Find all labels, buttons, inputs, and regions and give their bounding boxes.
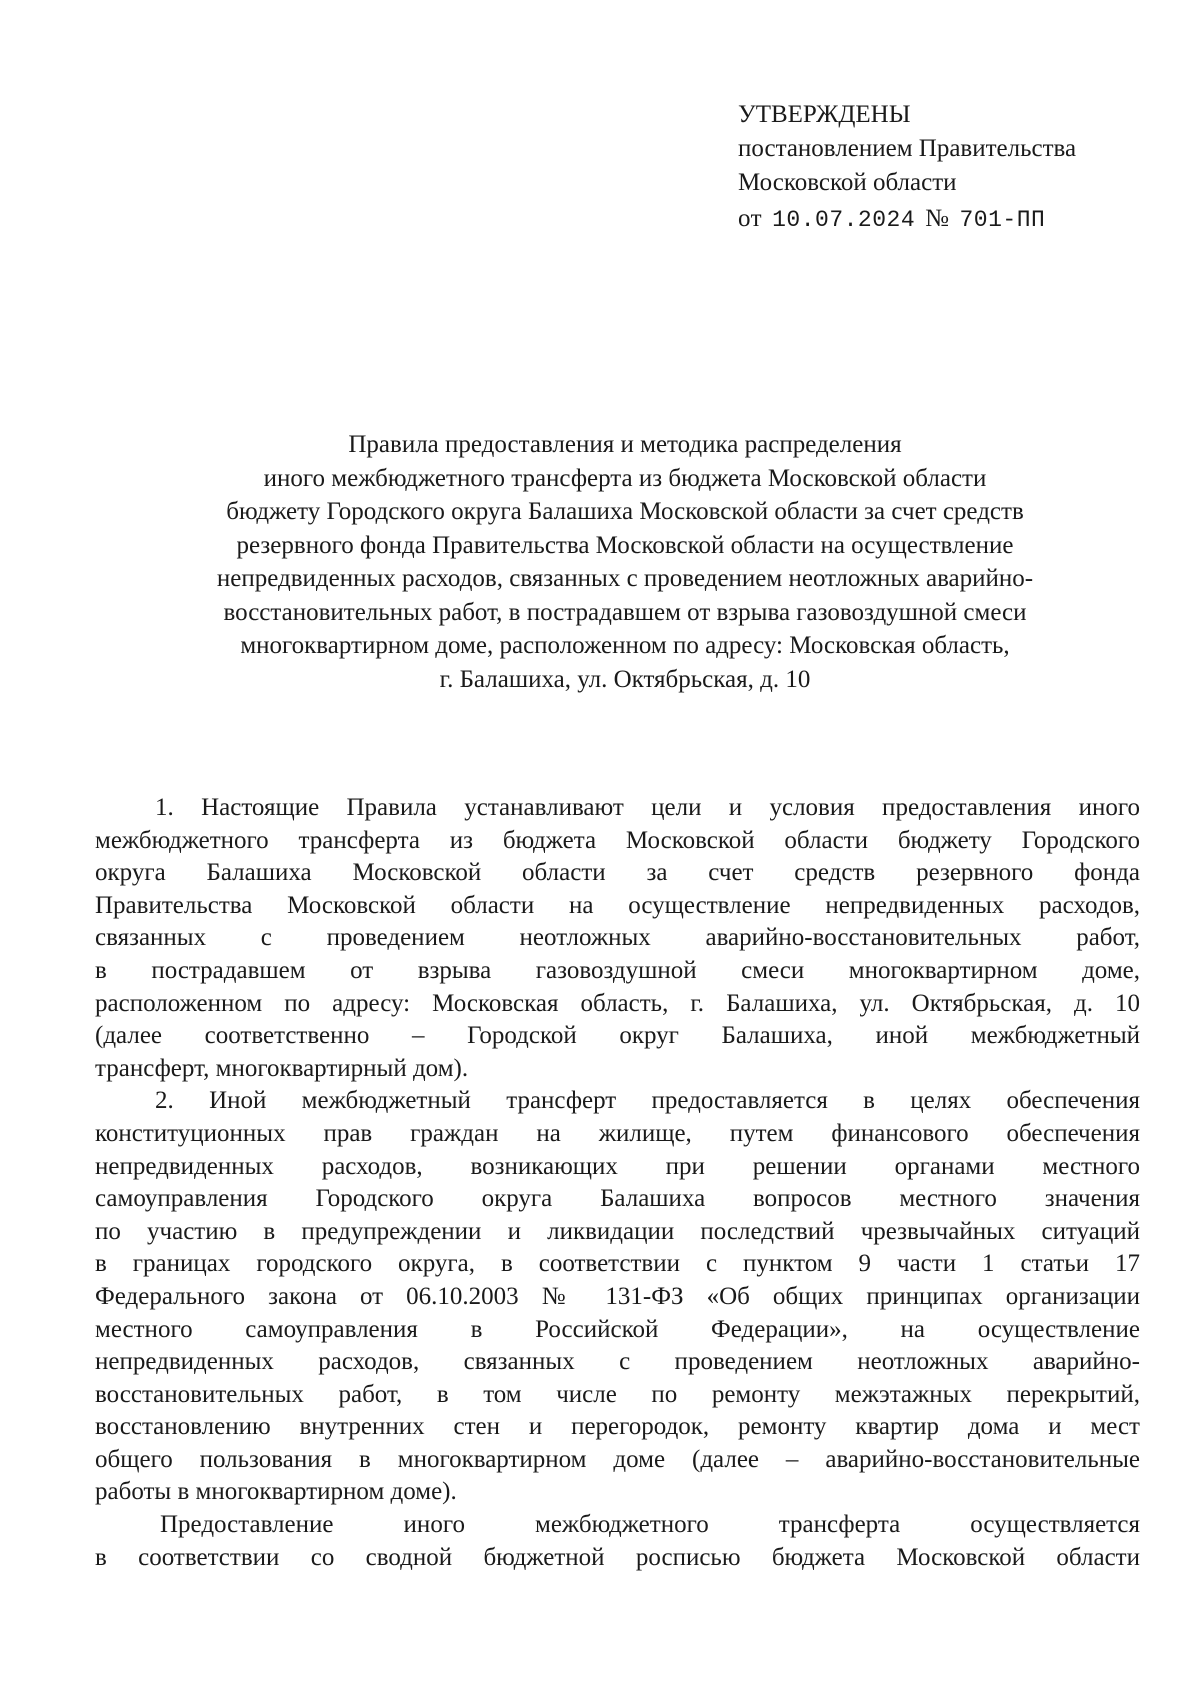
approval-number-sign: № — [925, 205, 950, 232]
title-line: многоквартирном доме, расположенном по адресу: Московская область, — [240, 632, 1010, 659]
paragraph-2 — [95, 1085, 1140, 1509]
approval-line-region: Московской области — [738, 169, 957, 196]
paragraph-line: конституционных прав граждан на жилище, путем финансового обеспечения — [95, 1119, 1140, 1147]
paragraph-line: в соответствии со сводной бюджетной росписью бюджета Московской области — [95, 1543, 1140, 1571]
approval-date: 10.07.2024 — [772, 207, 916, 233]
approval-stamp — [738, 98, 1158, 237]
paragraph-line: по участию в предупреждении и ликвидации последствий чрезвычайных ситуаций — [95, 1217, 1140, 1245]
title-line: иного межбюджетного трансферта из бюджета Московской области — [263, 464, 987, 492]
paragraph-line: восстановительных работ, в том числе по ремонту межэтажных перекрытий, — [95, 1380, 1140, 1408]
title-line: Правила предоставления и методика распределения — [348, 431, 902, 458]
paragraph-line: связанных с проведением неотложных аварийно-восстановительных работ, — [95, 924, 1140, 952]
paragraph-line: непредвиденных расходов, возникающих при решении органами местного — [95, 1152, 1140, 1180]
title-line: бюджету Городского округа Балашиха Московской области за счет средств — [226, 498, 1024, 525]
approval-line-resolution: постановлением Правительства — [738, 135, 1077, 162]
approval-from-label: от — [738, 205, 763, 232]
paragraph-line: 2. Иной межбюджетный трансферт предоставляется в целях обеспечения — [155, 1087, 1140, 1115]
paragraph-line: Федерального закона от 06.10.2003 № 131-ФЗ «Об общих принципах организации — [95, 1282, 1140, 1310]
paragraph-line: округа Балашиха Московской области за счет средств резервного фонда — [95, 859, 1140, 887]
title-line: непредвиденных расходов, связанных с проведением неотложных аварийно- — [216, 565, 1034, 592]
paragraph-line: Правительства Московской области на осуществление непредвиденных расходов, — [95, 891, 1140, 919]
paragraph-line: местного самоуправления в Российской Федерации», на осуществление — [95, 1315, 1140, 1343]
paragraph-line: трансферт, многоквартирный дом). — [95, 1054, 469, 1082]
paragraph-1 — [95, 792, 1140, 1085]
document-title — [95, 428, 1155, 696]
paragraph-line: непредвиденных расходов, связанных с проведением неотложных аварийно- — [95, 1348, 1140, 1376]
title-line: восстановительных работ, в пострадавшем от взрыва газовоздушной смеси — [223, 598, 1027, 626]
paragraph-line: в пострадавшем от взрыва газовоздушной смеси многоквартирном доме, — [95, 956, 1140, 984]
paragraph-line: в границах городского округа, в соответствии с пунктом 9 части 1 статьи 17 — [95, 1250, 1140, 1278]
paragraph-line: межбюджетного трансферта из бюджета Московской области бюджету Городского — [95, 826, 1140, 854]
approval-reference — [738, 202, 1158, 237]
paragraph-line: работы в многоквартирном доме). — [95, 1478, 457, 1506]
title-line: г. Балашиха, ул. Октябрьская, д. 10 — [439, 665, 811, 693]
title-line: резервного фонда Правительства Московской области на осуществление — [236, 531, 1014, 559]
paragraph-line: расположенном по адресу: Московская область, г. Балашиха, ул. Октябрьская, д. 10 — [95, 989, 1140, 1017]
paragraph-line: 1. Настоящие Правила устанавливают цели и условия предоставления иного — [155, 794, 1140, 821]
paragraph-line: самоуправления Городского округа Балашиха вопросов местного значения — [95, 1185, 1140, 1213]
paragraph-line: Предоставление иного межбюджетного трансферта осуществляется — [160, 1511, 1140, 1539]
document-body — [95, 792, 1140, 1574]
paragraph-3 — [95, 1509, 1140, 1574]
paragraph-line: общего пользования в многоквартирном доме (далее – аварийно-восстановительные — [95, 1445, 1140, 1473]
paragraph-line: (далее соответственно – Городской округ Балашиха, иной межбюджетный — [95, 1022, 1140, 1050]
paragraph-line: восстановлению внутренних стен и перегородок, ремонту квартир дома и мест — [95, 1413, 1140, 1441]
approval-heading: УТВЕРЖДЕНЫ — [738, 101, 911, 128]
approval-number: 701-ПП — [959, 207, 1046, 233]
